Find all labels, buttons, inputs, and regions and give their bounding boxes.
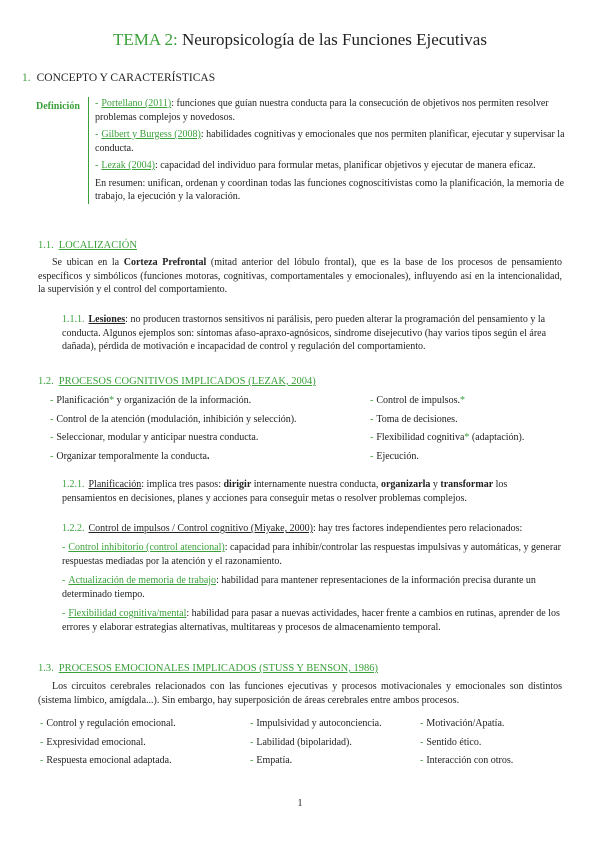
section-1-2-1: 1.2.1. Planificación: implica tres pasos: dirigir internamente nuestra conducta, organizarla y transformar los pensamientos en decisiones, planes y acciones para conseguir metas o resolver problemas complejos. [62,479,508,504]
section-heading-1-3: 1.3. PROCESOS EMOCIONALES IMPLICADOS (STUSS Y BENSON, 1986) [38,663,378,674]
section-heading-1: 1. CONCEPTO Y CARACTERÍSTICAS [22,72,216,84]
definition-item: - Portellano (2011): funciones que guían nuestra conducta para la consecución de objetivos nos permiten resolver problemas complejos y novedosos. [95,98,549,123]
list-item: - Toma de decisiones. [370,413,458,425]
list-item: - Control inhibitorio (control atencional): capacidad para inhibir/controlar las respuestas impulsivas y automáticas, y generar respuestas mediadas por la atención y el razonamiento. [62,542,561,567]
list-item: - Respuesta emocional adaptada. [40,755,172,766]
list-item: - Seleccionar, modular y anticipar nuestra conducta. [50,432,259,443]
page-number: 1 [297,798,303,809]
emotional-processes-list [40,718,580,774]
cognitive-processes-list [50,395,570,469]
term-link[interactable]: Control inhibitorio (control atencional) [68,542,225,553]
term-link[interactable]: Actualización de memoria de trabajo [68,575,217,586]
list-item: - Control y regulación emocional. [40,718,176,729]
list-item: - Flexibilidad cognitiva/mental: habilidad para pasar a nuevas actividades, hacer frente a cambios en rutinas, aprender de los errores y elaborar estrategias alternativas, multitareas y procesos de almacenamiento temporal. [62,608,560,633]
section-1-1-1: 1.1.1. Lesiones: no producen trastornos sensitivos ni parálisis, pero pueden alterar la programación del pensamiento y la conducta. Algunos ejemplos son: síntomas afaso-apraxo-agnósicos, síndrome disejecutivo (hay varios tipos según el área dañada), pérdida de motivación e incapacidad de control y regulación del comportamiento. [62,314,547,352]
author-link[interactable]: Gilbert y Burgess (2008) [101,129,201,140]
list-item: - Flexibilidad cognitiva* (adaptación). [370,432,525,443]
page-title: TEMA 2: Neuropsicología de las Funciones Ejecutivas [113,30,487,49]
definition-item: - Gilbert y Burgess (2008): habilidades cognitivas y emocionales que nos permiten planificar, ejecutar y supervisar la conducta. [95,129,565,154]
list-item: - Sentido ético. [420,736,482,748]
list-item: - Organizar temporalmente la conducta. [50,450,210,462]
section-1-2-2: 1.2.2. Control de impulsos / Control cognitivo (Miyake, 2000): hay tres factores independientes pero relacionados: [62,523,523,534]
author-link[interactable]: Lezak (2004) [101,160,155,171]
author-link[interactable]: Portellano (2011) [101,98,172,109]
list-item: - Control de la atención (modulación, inhibición y selección). [50,413,297,425]
list-item: - Interacción con otros. [420,755,514,766]
list-item: - Planificación* y organización de la información. [50,395,252,406]
definition-item: - Lezak (2004): capacidad del individuo para formular metas, planificar objetivos y ejecutar de manera eficaz. [95,160,536,171]
section-heading-1-2: 1.2. PROCESOS COGNITIVOS IMPLICADOS (LEZAK, 2004) [38,376,316,387]
list-item: - Ejecución. [370,450,419,462]
definition-box [88,97,565,204]
term-link[interactable]: Flexibilidad cognitiva/mental [68,608,187,619]
list-item: - Labilidad (bipolaridad). [250,736,352,748]
list-item: - Impulsividad y autoconciencia. [250,718,382,729]
list-item: - Empatía. [250,755,293,766]
executive-factors-list [62,541,562,640]
definition-summary: En resumen: unifican, ordenan y coordinan todas las funciones cognoscitivistas como la planificación, la memoria de trabajo, la ejecución y la valoración. [95,177,565,202]
emotional-paragraph: Los circuitos cerebrales relacionados con las funciones ejecutivas y procesos motivacionales y emocionales son distintos (sistema límbico, amígdala...). Sin embargo, hay superposición de áreas cerebrales entre ambos procesos. [38,681,562,706]
list-item: - Motivación/Apatía. [420,718,505,729]
definition-label: Definición [36,101,80,112]
section-heading-1-1: 1.1. LOCALIZACIÓN [38,240,137,251]
list-item: - Control de impulsos.* [370,395,465,406]
localizacion-paragraph: Se ubican en la Corteza Prefrontal (mitad anterior del lóbulo frontal), que es la base de los procesos de pensamiento específicos y simbólicos (funciones motoras, cognitivas, comportamentales y emocionales), influyendo así en la intencionalidad, la supervisión y el control del comportamiento. [38,257,563,295]
list-item: - Expresividad emocional. [40,736,146,748]
list-item: - Actualización de memoria de trabajo: habilidad para mantener representaciones de la información precisa durante un determinado tiempo. [62,575,536,600]
